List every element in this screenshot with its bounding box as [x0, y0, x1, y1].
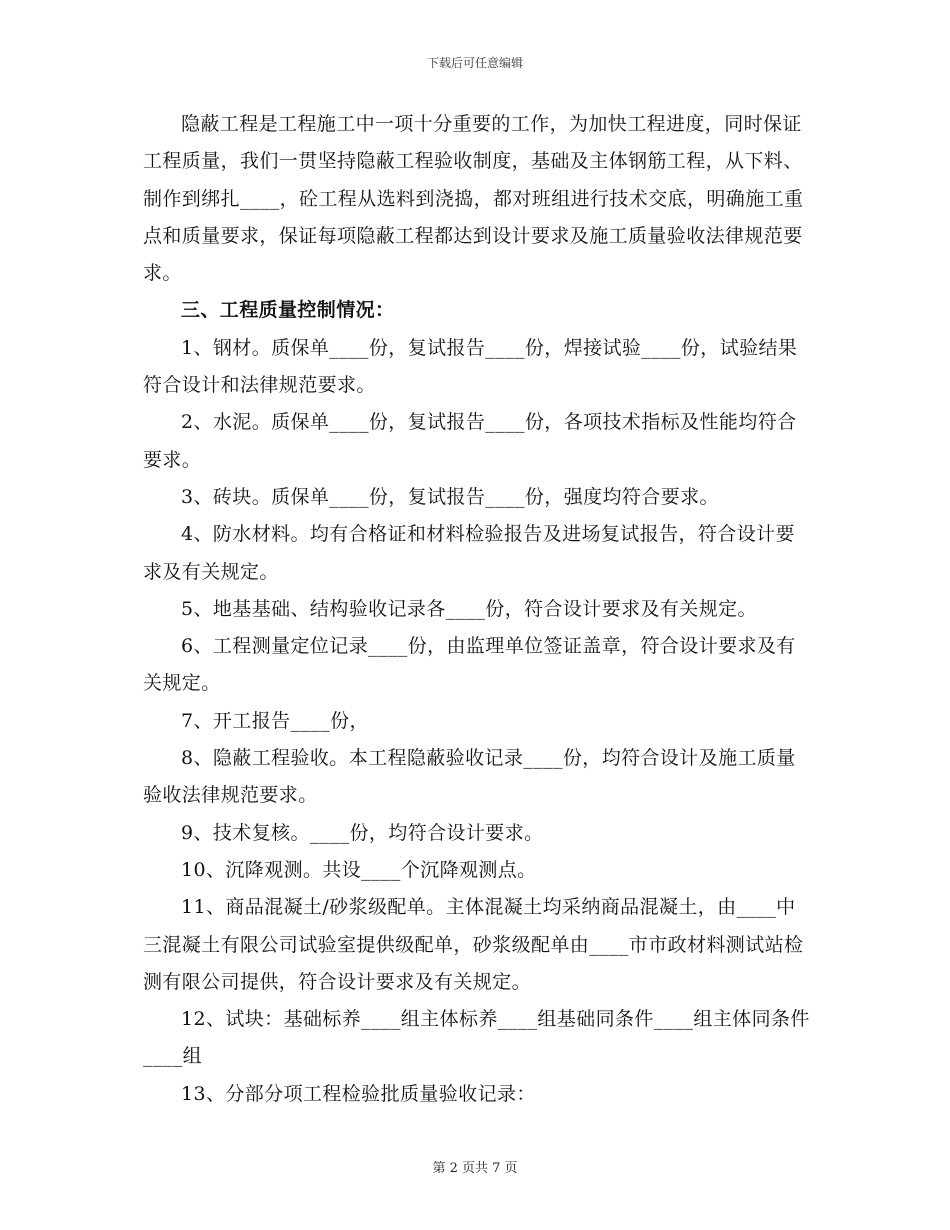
- list-item-foundation: 5、地基基础、结构验收记录各____份，符合设计要求及有关规定。: [181, 597, 757, 620]
- paragraph-concealed-works: 隐蔽工程是工程施工中一项十分重要的工作，为加快工程进度，同时保证工程质量，我们一贯坚持隐蔽工程验收制度，基础及主体钢筋工程，从下料、制作到绑扎____，砼工程从选料到浇捣，都对班组进行技术交底，明确施工重点和质量要求，保证每项隐蔽工程都达到设计要求及施工质量验收法律规范要求。: [143, 113, 804, 285]
- list-item-settlement: 10、沉降观测。共设____个沉降观测点。: [181, 858, 537, 881]
- list-item-survey: 6、工程测量定位记录____份，由监理单位签证盖章，符合设计要求及有关规定。: [143, 635, 796, 695]
- list-item-cement: 2、水泥。质保单____份，复试报告____份，各项技术指标及性能均符合要求。: [143, 411, 797, 471]
- list-item-steel: 1、钢材。质保单____份，复试报告____份，焊接试验____份，试验结果符合设计和法律规范要求。: [143, 336, 798, 397]
- page-footer: 第 2 页共 7 页: [432, 1161, 518, 1176]
- list-item-test-blocks: 12、试块：基础标养____组主体标养____组基础同条件____组主体同条件____组: [143, 1008, 810, 1068]
- document-body: [143, 106, 811, 1113]
- list-item-bricks: 3、砖块。质保单____份，复试报告____份，强度均符合要求。: [181, 485, 719, 508]
- list-item-start-report: 7、开工报告____份，: [181, 709, 369, 732]
- list-item-concrete-mix: 11、商品混凝土/砂浆级配单。主体混凝土均采纳商品混凝土，由____中三混凝土有限公司试验室提供级配单，砂浆级配单由____市市政材料测试站检测有限公司提供，符合设计要求及有关规定。: [143, 896, 804, 993]
- list-item-waterproofing: 4、防水材料。均有合格证和材料检验报告及进场复试报告，符合设计要求及有关规定。: [143, 523, 795, 583]
- section-heading-quality-control: 三、工程质量控制情况：: [181, 299, 395, 322]
- list-item-technical-review: 9、技术复核。____份，均符合设计要求。: [181, 821, 544, 844]
- list-item-concealed-acceptance: 8、隐蔽工程验收。本工程隐蔽验收记录____份，均符合设计及施工质量验收法律规范要求。: [143, 747, 796, 807]
- page-header: 下载后可任意编辑: [426, 56, 523, 70]
- list-item-inspection-records: 13、分部分项工程检验批质量验收记录：: [181, 1082, 536, 1105]
